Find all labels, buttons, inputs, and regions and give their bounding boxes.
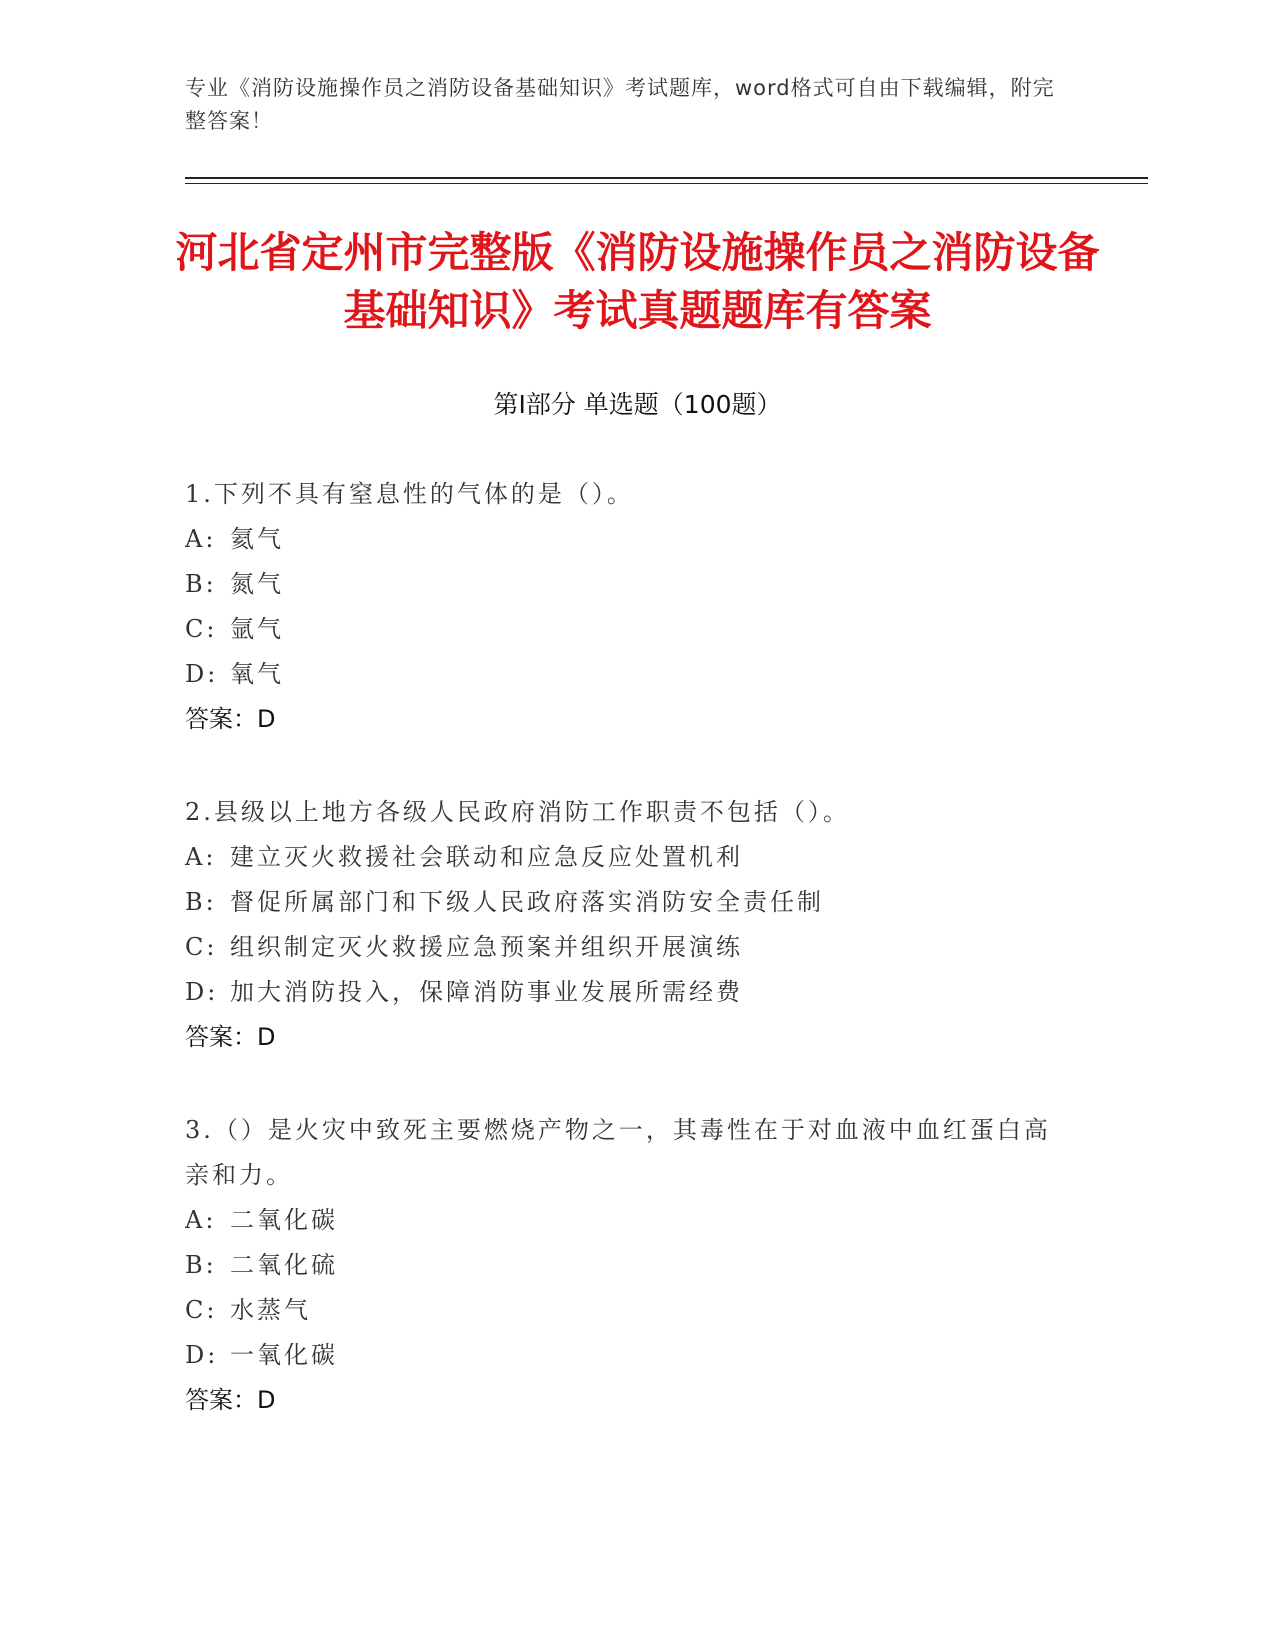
option-text: 二氧化碳 bbox=[230, 1206, 338, 1234]
question-stem: 1.下列不具有窒息性的气体的是（）。 bbox=[185, 480, 634, 508]
option-key: D: bbox=[185, 1341, 219, 1369]
question-block bbox=[185, 1108, 1065, 1423]
option-text: 二氧化硫 bbox=[230, 1251, 338, 1279]
option-text: 督促所属部门和下级人民政府落实消防安全责任制 bbox=[230, 888, 824, 916]
option-a bbox=[185, 835, 1065, 880]
option-key: A: bbox=[185, 843, 217, 871]
option-c bbox=[185, 925, 1065, 970]
option-c bbox=[185, 607, 1065, 652]
header-divider-thick bbox=[185, 177, 1148, 179]
answer-line: 答案：D bbox=[185, 1023, 276, 1051]
document-title: 河北省定州市完整版《消防设施操作员之消防设备基础知识》考试真题题库有答案 bbox=[175, 228, 1100, 335]
option-key: B: bbox=[185, 888, 217, 916]
answer-line: 答案：D bbox=[185, 705, 276, 733]
option-a bbox=[185, 517, 1065, 562]
option-d bbox=[185, 652, 1065, 697]
option-text: 氩气 bbox=[230, 615, 284, 643]
question-block bbox=[185, 790, 1065, 1060]
option-key: B: bbox=[185, 570, 217, 598]
option-b bbox=[185, 880, 1065, 925]
option-text: 一氧化碳 bbox=[230, 1341, 338, 1369]
option-key: D: bbox=[185, 978, 219, 1006]
question-stem: 3.（）是火灾中致死主要燃烧产物之一，其毒性在于对血液中血红蛋白高亲和力。 bbox=[185, 1116, 1051, 1189]
option-key: A: bbox=[185, 525, 217, 553]
option-text: 水蒸气 bbox=[230, 1296, 311, 1324]
section-heading: 第Ⅰ部分 单选题（100题） bbox=[493, 390, 782, 419]
option-key: C: bbox=[185, 615, 218, 643]
option-a bbox=[185, 1198, 1065, 1243]
option-text: 氦气 bbox=[230, 525, 284, 553]
option-key: D: bbox=[185, 660, 219, 688]
option-text: 氮气 bbox=[230, 570, 284, 598]
option-key: C: bbox=[185, 1296, 218, 1324]
option-text: 组织制定灭火救援应急预案并组织开展演练 bbox=[230, 933, 743, 961]
option-d bbox=[185, 1333, 1065, 1378]
option-key: A: bbox=[185, 1206, 217, 1234]
option-text: 加大消防投入，保障消防事业发展所需经费 bbox=[230, 978, 743, 1006]
option-c bbox=[185, 1288, 1065, 1333]
option-b bbox=[185, 562, 1065, 607]
document-header-note: 专业《消防设施操作员之消防设备基础知识》考试题库，word格式可自由下载编辑，附完整答案！ bbox=[185, 76, 1055, 133]
option-d bbox=[185, 970, 1065, 1015]
header-divider-thin bbox=[185, 183, 1148, 184]
question-block bbox=[185, 472, 1065, 742]
option-text: 氧气 bbox=[230, 660, 284, 688]
option-b bbox=[185, 1243, 1065, 1288]
answer-line: 答案：D bbox=[185, 1386, 276, 1414]
option-key: C: bbox=[185, 933, 218, 961]
option-text: 建立灭火救援社会联动和应急反应处置机利 bbox=[230, 843, 743, 871]
option-key: B: bbox=[185, 1251, 217, 1279]
question-stem: 2.县级以上地方各级人民政府消防工作职责不包括（）。 bbox=[185, 798, 850, 826]
